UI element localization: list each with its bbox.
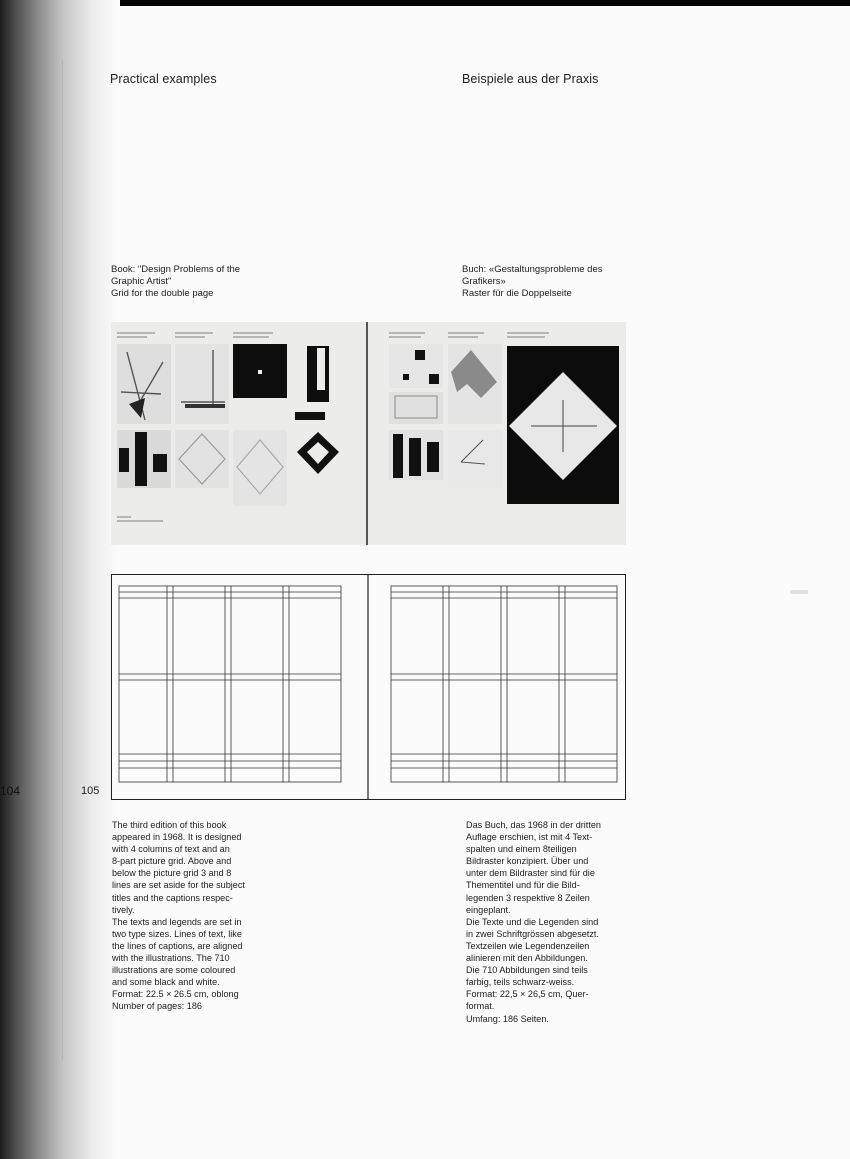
body-english [112,819,245,1013]
page-number: 105 [81,785,100,797]
body-line: format. [466,1001,495,1012]
body-line: The third edition of this book [112,820,227,830]
body-line: alinieren mit den Abbildungen. [466,953,588,964]
header-right: Beispiele aus der Praxis [462,72,599,86]
body-line: two type sizes. Lines of text, like [112,928,242,939]
paper-speck [790,590,808,594]
caption-line: Buch: «Gestaltungsprobleme des [462,264,603,275]
body-line: eingeplant. [466,904,511,915]
body-line: The texts and legends are set in [112,916,242,927]
body-line: below the picture grid 3 and 8 [112,868,232,879]
body-line: titles and the captions respec- [112,892,233,903]
body-line: 8-part picture grid. Above and [112,856,232,867]
body-line: spalten und einem 8teiligen [466,844,577,855]
caption-german [462,264,602,301]
caption-line: Grafikers» [462,276,506,288]
body-line: farbig, teils schwarz-weiss. [466,977,575,988]
spread-illustrations [111,322,626,545]
grid-diagram [111,574,626,800]
body-line: Number of pages: 186 [112,1001,202,1012]
caption-line: Book: "Design Problems of the [111,264,241,275]
body-line: Format: 22.5 × 26.5 cm, oblong [112,989,239,1000]
body-line: in zwei Schriftgrössen abgesetzt. [466,928,599,939]
book-spread-photo [111,322,626,545]
body-line: Auflage erschien, ist mit 4 Text- [466,832,593,843]
body-line: Die 710 Abbildungen sind teils [466,965,588,976]
body-line: with 4 columns of text and an [112,844,230,855]
body-line: Die Texte und die Legenden sind [466,916,599,927]
scan-top-edge [0,0,850,6]
book-gutter-shadow [0,0,120,1159]
body-line: Textzeilen wie Legendenzeilen [466,940,590,951]
body-german [466,819,601,1025]
caption-line: Grid for the double page [111,288,214,300]
caption-line: Graphic Artist" [111,276,172,288]
body-line: with the illustrations. The 710 [112,953,230,964]
body-line: tively. [112,904,135,915]
body-line: Thementitel und für die Bild- [466,880,580,891]
body-line: appeared in 1968. It is designed [112,832,242,843]
body-line: unter dem Bildraster sind für die [466,868,595,879]
body-line: Bildraster konzipiert. Über und [466,856,589,867]
body-line: illustrations are some coloured [112,965,236,976]
body-line: legenden 3 respektive 8 Zeilen [466,892,590,903]
caption-english [111,264,240,301]
body-line: the lines of captions, are aligned [112,940,243,951]
body-line: Umfang: 186 Seiten. [466,1013,549,1024]
body-line: lines are set aside for the subject [112,880,245,891]
previous-page-number: 104 [0,784,21,798]
body-line: and some black and white. [112,977,220,988]
header-left: Practical examples [110,72,217,86]
body-line: Das Buch, das 1968 in der dritten [466,820,601,830]
caption-line: Raster für die Doppelseite [462,288,572,300]
body-line: Format: 22,5 × 26,5 cm, Quer- [466,989,589,1000]
